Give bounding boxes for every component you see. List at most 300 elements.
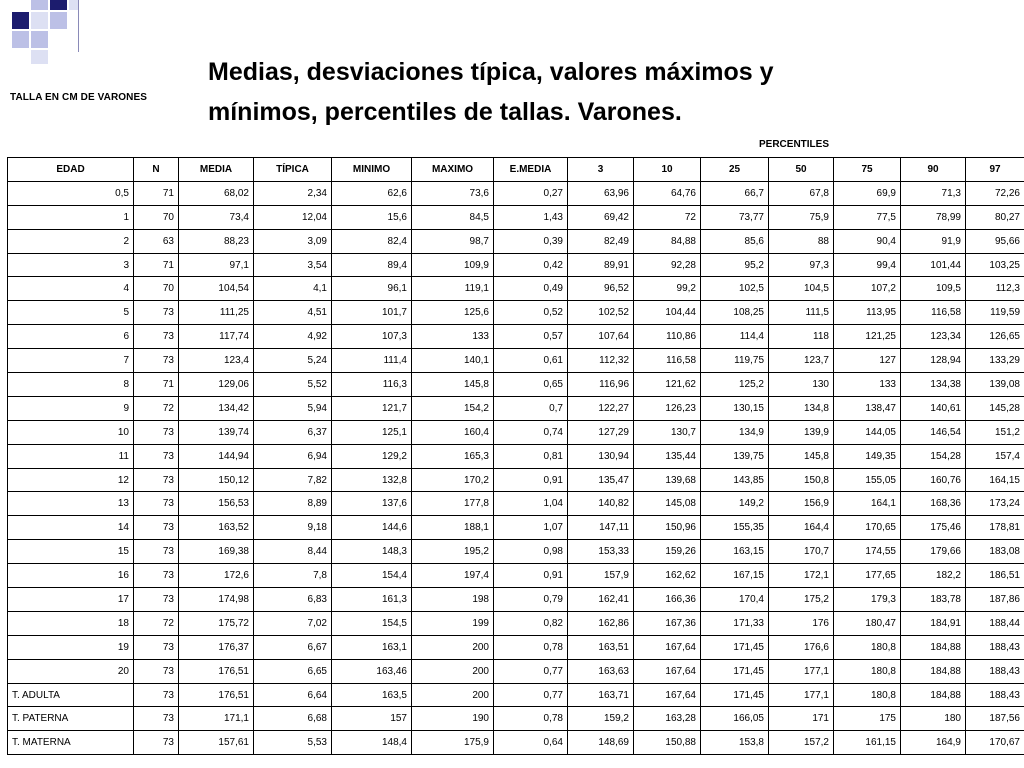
table-cell: 171 [769,707,834,731]
table-row [8,229,1024,253]
table-cell: 170,2 [412,468,494,492]
table-cell: 180,8 [834,683,901,707]
edad-cell: 5 [8,301,134,325]
table-cell: 156,9 [769,492,834,516]
edad-cell: T. MATERNA [8,731,134,755]
edad-cell: 2 [8,229,134,253]
table-cell: 73 [134,492,179,516]
title-line-2: mínimos, percentiles de tallas. Varones. [208,98,682,126]
column-header: 3 [568,158,634,182]
table-cell: 119,75 [701,349,769,373]
edad-cell: 7 [8,349,134,373]
table-cell: 171,1 [179,707,254,731]
table-cell: 6,94 [254,444,332,468]
table-cell: 177,65 [834,564,901,588]
table-cell: 180,47 [834,611,901,635]
table-cell: 177,1 [769,683,834,707]
table-cell: 126,65 [966,325,1024,349]
table-cell: 159,26 [634,540,701,564]
table-cell: 95,2 [701,253,769,277]
table-cell: 188,43 [966,635,1024,659]
table-cell: 6,65 [254,659,332,683]
table-cell: 198 [412,588,494,612]
table-cell: 176,51 [179,659,254,683]
table-cell: 0,77 [494,683,568,707]
table-cell: 164,15 [966,468,1024,492]
table-cell: 176,37 [179,635,254,659]
table-cell: 116,3 [332,373,412,397]
table-cell: 175 [834,707,901,731]
table-cell: 135,47 [568,468,634,492]
table-cell: 166,36 [634,588,701,612]
table-row [8,373,1024,397]
table-cell: 157,4 [966,444,1024,468]
table-cell: 5,53 [254,731,332,755]
table-cell: 182,2 [901,564,966,588]
table-cell: 73 [134,349,179,373]
table-cell: 104,44 [634,301,701,325]
table-cell: 129,2 [332,444,412,468]
table-cell: 175,2 [769,588,834,612]
table-cell: 130,15 [701,396,769,420]
table-cell: 188,43 [966,683,1024,707]
table-cell: 0,78 [494,707,568,731]
table-cell: 163,28 [634,707,701,731]
table-cell: 0,79 [494,588,568,612]
table-row [8,253,1024,277]
table-cell: 109,5 [901,277,966,301]
table-cell: 96,52 [568,277,634,301]
table-cell: 104,5 [769,277,834,301]
table-cell: 12,04 [254,205,332,229]
table-cell: 112,32 [568,349,634,373]
table-cell: 0,98 [494,540,568,564]
table-cell: 101,44 [901,253,966,277]
edad-cell: 15 [8,540,134,564]
table-row [8,492,1024,516]
side-label: TALLA EN CM DE VARONES [10,92,148,103]
table-cell: 0,65 [494,373,568,397]
edad-cell: 14 [8,516,134,540]
table-cell: 0,61 [494,349,568,373]
table-cell: 82,4 [332,229,412,253]
table-cell: 167,64 [634,635,701,659]
table-cell: 180,8 [834,659,901,683]
table-cell: 4,1 [254,277,332,301]
table-cell: 140,82 [568,492,634,516]
table-row [8,444,1024,468]
table-cell: 145,28 [966,396,1024,420]
table-cell: 121,7 [332,396,412,420]
decorative-divider [78,0,79,52]
table-cell: 111,4 [332,349,412,373]
table-cell: 6,83 [254,588,332,612]
table-cell: 119,59 [966,301,1024,325]
title-line-1: Medias, desviaciones típica, valores máximos y [208,58,774,86]
table-cell: 66,7 [701,181,769,205]
table-cell: 108,25 [701,301,769,325]
table-cell: 166,05 [701,707,769,731]
table-cell: 0,91 [494,468,568,492]
table-cell: 99,2 [634,277,701,301]
table-cell: 171,45 [701,683,769,707]
table-row [8,635,1024,659]
table-cell: 172,6 [179,564,254,588]
table-cell: 0,91 [494,564,568,588]
column-header: MEDIA [179,158,254,182]
table-cell: 176 [769,611,834,635]
table-cell: 164,4 [769,516,834,540]
table-row [8,468,1024,492]
table-cell: 170,4 [701,588,769,612]
table-cell: 85,6 [701,229,769,253]
table-cell: 148,4 [332,731,412,755]
table-cell: 2,34 [254,181,332,205]
table-cell: 123,7 [769,349,834,373]
table-cell: 161,3 [332,588,412,612]
table-cell: 73 [134,588,179,612]
table-cell: 73 [134,516,179,540]
table-cell: 107,64 [568,325,634,349]
table-cell: 184,88 [901,683,966,707]
table-cell: 161,15 [834,731,901,755]
table-cell: 150,96 [634,516,701,540]
table-cell: 176,51 [179,683,254,707]
table-cell: 91,9 [901,229,966,253]
table-row [8,277,1024,301]
table-cell: 140,61 [901,396,966,420]
table-cell: 80,27 [966,205,1024,229]
table-cell: 157,2 [769,731,834,755]
table-cell: 149,35 [834,444,901,468]
table-cell: 163,71 [568,683,634,707]
table-cell: 73 [134,683,179,707]
table-cell: 164,1 [834,492,901,516]
column-header: MAXIMO [412,158,494,182]
table-cell: 123,4 [179,349,254,373]
table-row [8,611,1024,635]
column-header: E.MEDIA [494,158,568,182]
column-header: 10 [634,158,701,182]
table-cell: 129,06 [179,373,254,397]
table-cell: 184,88 [901,635,966,659]
edad-cell: 8 [8,373,134,397]
table-cell: 89,4 [332,253,412,277]
table-cell: 73 [134,444,179,468]
table-cell: 170,65 [834,516,901,540]
table-cell: 160,4 [412,420,494,444]
table-cell: 183,08 [966,540,1024,564]
table-cell: 84,5 [412,205,494,229]
table-cell: 125,1 [332,420,412,444]
table-cell: 173,24 [966,492,1024,516]
table-cell: 199 [412,611,494,635]
table-cell: 102,5 [701,277,769,301]
table-cell: 73 [134,731,179,755]
table-cell: 150,88 [634,731,701,755]
table-cell: 195,2 [412,540,494,564]
table-cell: 154,4 [332,564,412,588]
table-cell: 154,2 [412,396,494,420]
table-cell: 144,05 [834,420,901,444]
table-cell: 188,43 [966,659,1024,683]
table-cell: 153,33 [568,540,634,564]
table-cell: 175,72 [179,611,254,635]
table-cell: 71 [134,181,179,205]
table-cell: 145,08 [634,492,701,516]
table-row [8,731,1024,755]
table-cell: 101,7 [332,301,412,325]
table-cell: 179,3 [834,588,901,612]
table-cell: 162,62 [634,564,701,588]
corner-square-light [69,0,78,10]
table-cell: 73 [134,468,179,492]
table-cell: 6,68 [254,707,332,731]
table-cell: 73 [134,540,179,564]
table-cell: 97,1 [179,253,254,277]
column-header: MINIMO [332,158,412,182]
edad-cell: 19 [8,635,134,659]
table-row [8,683,1024,707]
table-cell: 73 [134,420,179,444]
table-cell: 145,8 [769,444,834,468]
corner-square-lavender [31,0,48,10]
table-cell: 123,34 [901,325,966,349]
table-cell: 111,25 [179,301,254,325]
table-row [8,564,1024,588]
table-cell: 73 [134,707,179,731]
table-cell: 155,35 [701,516,769,540]
table-cell: 114,4 [701,325,769,349]
edad-cell: 10 [8,420,134,444]
table-cell: 70 [134,277,179,301]
table-cell: 183,78 [901,588,966,612]
table-cell: 90,4 [834,229,901,253]
table-cell: 72,26 [966,181,1024,205]
table-cell: 0,27 [494,181,568,205]
table-cell: 130,7 [634,420,701,444]
table-cell: 133 [834,373,901,397]
table-cell: 127,29 [568,420,634,444]
table-cell: 77,5 [834,205,901,229]
table-cell: 0,42 [494,253,568,277]
table-cell: 171,45 [701,659,769,683]
corner-square-light [31,50,48,64]
table-cell: 72 [134,611,179,635]
header-row [8,158,1024,182]
table-cell: 7,8 [254,564,332,588]
table-cell: 6,64 [254,683,332,707]
table-cell: 89,91 [568,253,634,277]
table-cell: 8,44 [254,540,332,564]
table-cell: 187,86 [966,588,1024,612]
table-cell: 63,96 [568,181,634,205]
table-cell: 154,28 [901,444,966,468]
table-cell: 73,6 [412,181,494,205]
table-cell: 162,41 [568,588,634,612]
table-cell: 113,95 [834,301,901,325]
table-cell: 127 [834,349,901,373]
edad-cell: 9 [8,396,134,420]
table-cell: 67,8 [769,181,834,205]
table-cell: 130,94 [568,444,634,468]
edad-cell: 3 [8,253,134,277]
table-cell: 138,47 [834,396,901,420]
table-cell: 104,54 [179,277,254,301]
table-cell: 111,5 [769,301,834,325]
table-cell: 167,64 [634,659,701,683]
column-header: 50 [769,158,834,182]
table-cell: 178,81 [966,516,1024,540]
table-cell: 0,57 [494,325,568,349]
table-cell: 139,68 [634,468,701,492]
table-cell: 63 [134,229,179,253]
table-cell: 134,42 [179,396,254,420]
table-cell: 162,86 [568,611,634,635]
table-cell: 150,12 [179,468,254,492]
table-row [8,325,1024,349]
table-cell: 73,77 [701,205,769,229]
table-cell: 0,64 [494,731,568,755]
table-cell: 171,33 [701,611,769,635]
table-cell: 109,9 [412,253,494,277]
table-cell: 99,4 [834,253,901,277]
table-cell: 73 [134,635,179,659]
table-cell: 1,07 [494,516,568,540]
table-cell: 155,05 [834,468,901,492]
table-cell: 0,78 [494,635,568,659]
table-cell: 174,98 [179,588,254,612]
table-cell: 0,52 [494,301,568,325]
table-cell: 69,42 [568,205,634,229]
table-cell: 103,25 [966,253,1024,277]
table-cell: 156,53 [179,492,254,516]
table-cell: 144,6 [332,516,412,540]
table-cell: 5,52 [254,373,332,397]
column-header: EDAD [8,158,134,182]
table-cell: 169,38 [179,540,254,564]
table-cell: 154,5 [332,611,412,635]
table-cell: 167,64 [634,683,701,707]
table-cell: 126,23 [634,396,701,420]
page-title [208,52,928,132]
table-cell: 180 [901,707,966,731]
table-cell: 139,9 [769,420,834,444]
corner-square-navy [12,12,29,29]
table-cell: 139,08 [966,373,1024,397]
corner-square-navy [50,0,67,10]
edad-cell: 1 [8,205,134,229]
edad-cell: 17 [8,588,134,612]
table-cell: 144,94 [179,444,254,468]
table-cell: 68,02 [179,181,254,205]
edad-cell: T. ADULTA [8,683,134,707]
table-cell: 188,44 [966,611,1024,635]
table-cell: 146,54 [901,420,966,444]
edad-cell: 13 [8,492,134,516]
edad-cell: 0,5 [8,181,134,205]
table-cell: 157 [332,707,412,731]
table-cell: 121,62 [634,373,701,397]
table-cell: 117,74 [179,325,254,349]
table-cell: 112,3 [966,277,1024,301]
column-header: 97 [966,158,1024,182]
table-cell: 200 [412,683,494,707]
table-cell: 177,8 [412,492,494,516]
table-cell: 62,6 [332,181,412,205]
table-cell: 0,74 [494,420,568,444]
table-cell: 159,2 [568,707,634,731]
table-cell: 200 [412,659,494,683]
table-cell: 1,04 [494,492,568,516]
table-cell: 118 [769,325,834,349]
table-cell: 97,3 [769,253,834,277]
table-cell: 0,81 [494,444,568,468]
table-cell: 197,4 [412,564,494,588]
table-cell: 98,7 [412,229,494,253]
table-cell: 171,45 [701,635,769,659]
table-cell: 7,82 [254,468,332,492]
table-cell: 163,63 [568,659,634,683]
table-cell: 133,29 [966,349,1024,373]
table-cell: 71 [134,253,179,277]
table-cell: 71,3 [901,181,966,205]
table-cell: 4,51 [254,301,332,325]
table-cell: 174,55 [834,540,901,564]
table-row [8,349,1024,373]
table-cell: 1,43 [494,205,568,229]
table-cell: 148,69 [568,731,634,755]
table-cell: 102,52 [568,301,634,325]
table-cell: 151,2 [966,420,1024,444]
table-cell: 5,94 [254,396,332,420]
table-cell: 139,74 [179,420,254,444]
table-cell: 0,7 [494,396,568,420]
table-cell: 88 [769,229,834,253]
table-cell: 143,85 [701,468,769,492]
table-cell: 119,1 [412,277,494,301]
table-cell: 0,77 [494,659,568,683]
table-cell: 3,09 [254,229,332,253]
edad-cell: 4 [8,277,134,301]
table-cell: 149,2 [701,492,769,516]
table-row [8,205,1024,229]
table-cell: 8,89 [254,492,332,516]
table-cell: 140,1 [412,349,494,373]
table-cell: 163,15 [701,540,769,564]
table-cell: 163,5 [332,683,412,707]
table-cell: 179,66 [901,540,966,564]
table-cell: 134,9 [701,420,769,444]
table-cell: 145,8 [412,373,494,397]
table-cell: 72 [634,205,701,229]
table-cell: 153,8 [701,731,769,755]
table-cell: 134,8 [769,396,834,420]
corner-square-lavender [12,31,29,48]
corner-square-light [31,12,48,29]
table-cell: 135,44 [634,444,701,468]
table-cell: 107,3 [332,325,412,349]
edad-cell: 12 [8,468,134,492]
table-cell: 157,61 [179,731,254,755]
corner-square-lavender [50,12,67,29]
table-cell: 71 [134,373,179,397]
table-cell: 187,56 [966,707,1024,731]
table-cell: 175,9 [412,731,494,755]
table-cell: 95,66 [966,229,1024,253]
table-cell: 96,1 [332,277,412,301]
table-cell: 4,92 [254,325,332,349]
